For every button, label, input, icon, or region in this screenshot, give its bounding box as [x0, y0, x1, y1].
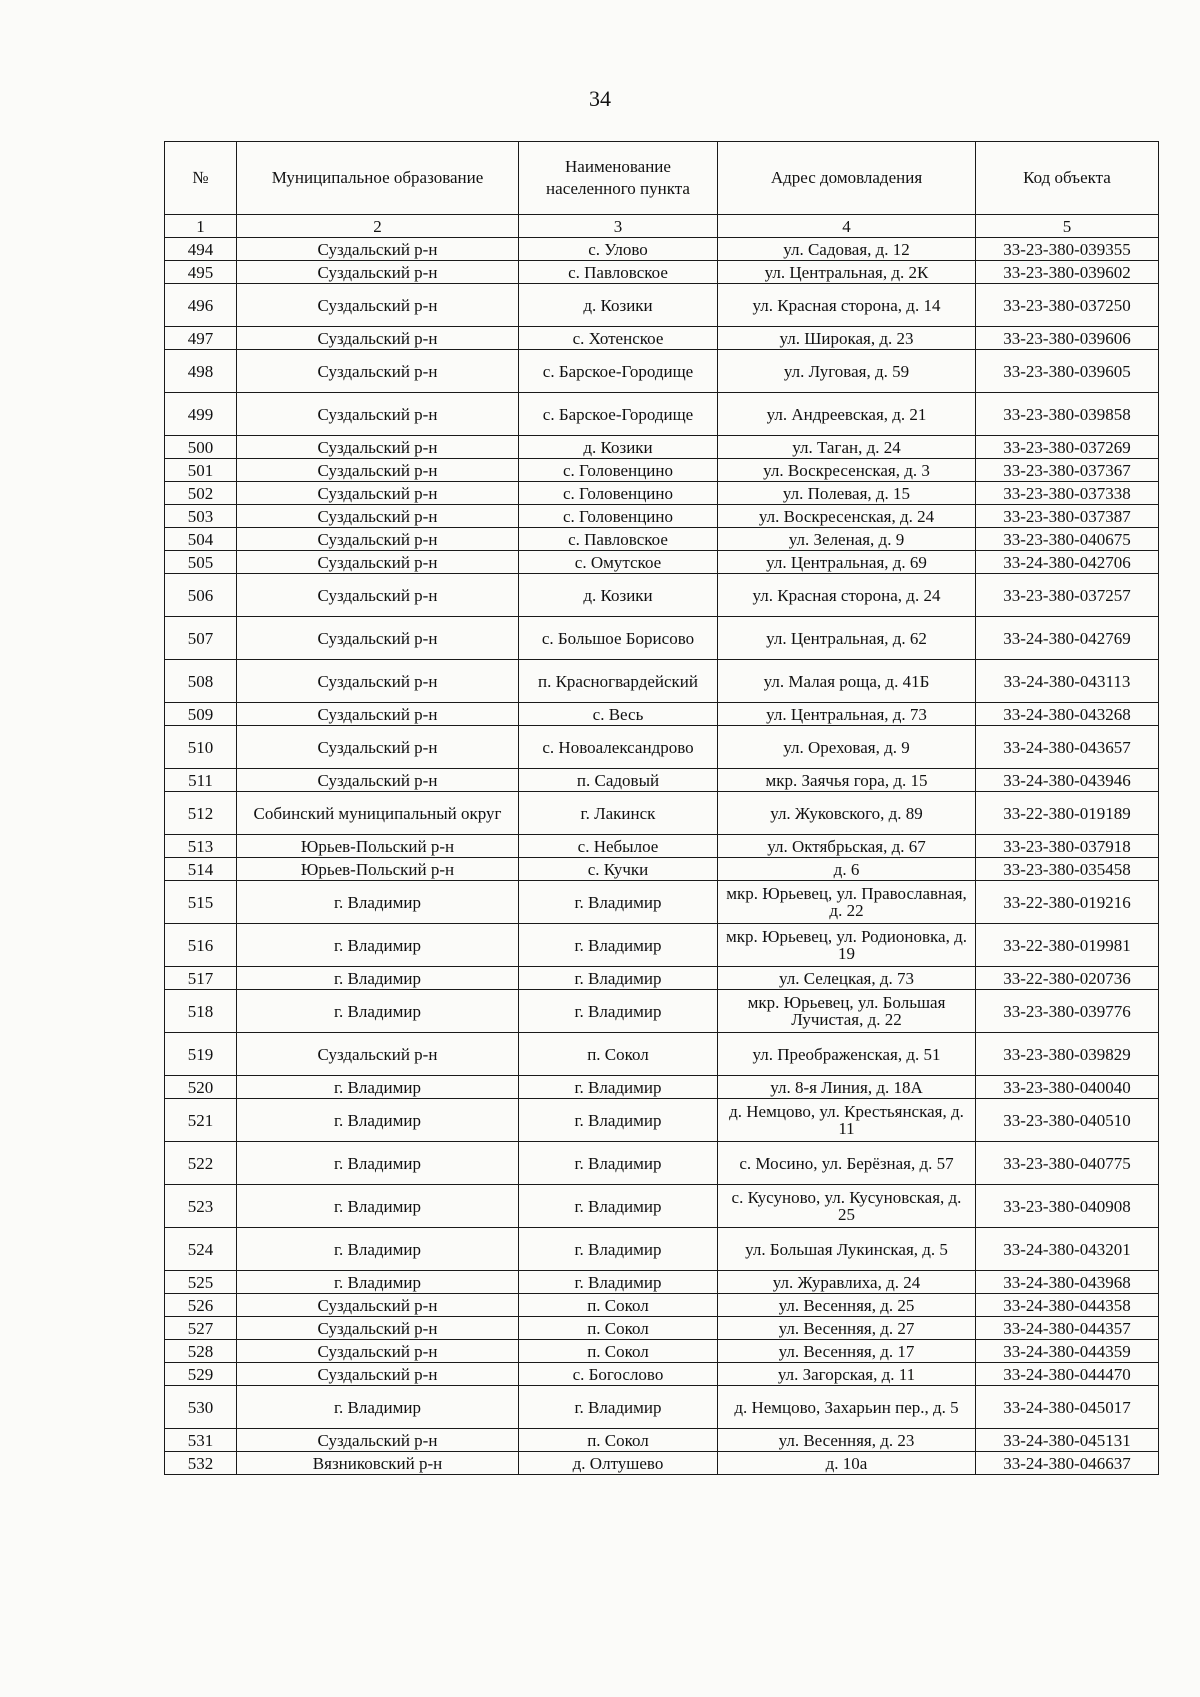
object-code-cell: 33-23-380-039829 [976, 1033, 1159, 1076]
header-row [165, 142, 1159, 215]
address-cell: мкр. Юрьевец, ул. Православная, д. 22 [718, 881, 976, 924]
row-number: 504 [165, 528, 237, 551]
settlement-cell: с. Небылое [519, 835, 718, 858]
municipality-cell: Суздальский р-н [237, 1363, 519, 1386]
object-code-cell: 33-23-380-037250 [976, 284, 1159, 327]
table-row [165, 769, 1159, 792]
row-number: 505 [165, 551, 237, 574]
municipality-cell: г. Владимир [237, 1386, 519, 1429]
settlement-cell: г. Владимир [519, 990, 718, 1033]
table-row [165, 967, 1159, 990]
object-code-cell: 33-23-380-037257 [976, 574, 1159, 617]
address-cell: ул. Весенняя, д. 17 [718, 1340, 976, 1363]
address-cell: с. Мосино, ул. Берёзная, д. 57 [718, 1142, 976, 1185]
object-code-cell: 33-24-380-046637 [976, 1452, 1159, 1475]
settlement-cell: с. Барское-Городище [519, 393, 718, 436]
table-row [165, 792, 1159, 835]
column-index-row [165, 215, 1159, 238]
row-number: 501 [165, 459, 237, 482]
municipality-cell: г. Владимир [237, 990, 519, 1033]
municipality-cell: Суздальский р-н [237, 436, 519, 459]
object-code-cell: 33-23-380-040908 [976, 1185, 1159, 1228]
row-number: 523 [165, 1185, 237, 1228]
object-code-cell: 33-24-380-043201 [976, 1228, 1159, 1271]
header-object-code: Код объекта [976, 142, 1159, 215]
object-code-cell: 33-24-380-043657 [976, 726, 1159, 769]
row-number: 495 [165, 261, 237, 284]
settlement-cell: г. Владимир [519, 1142, 718, 1185]
settlement-cell: п. Сокол [519, 1294, 718, 1317]
address-cell: ул. Полевая, д. 15 [718, 482, 976, 505]
row-number: 532 [165, 1452, 237, 1475]
settlement-cell: с. Головенцино [519, 505, 718, 528]
settlement-cell: п. Сокол [519, 1033, 718, 1076]
object-code-cell: 33-24-380-043946 [976, 769, 1159, 792]
municipality-cell: Суздальский р-н [237, 551, 519, 574]
settlement-cell: с. Большое Борисово [519, 617, 718, 660]
object-code-cell: 33-24-380-042706 [976, 551, 1159, 574]
row-number: 521 [165, 1099, 237, 1142]
address-cell: ул. Центральная, д. 69 [718, 551, 976, 574]
table-row [165, 1142, 1159, 1185]
object-code-cell: 33-23-380-037387 [976, 505, 1159, 528]
settlement-cell: п. Красногвардейский [519, 660, 718, 703]
address-cell: ул. Красная сторона, д. 14 [718, 284, 976, 327]
object-code-cell: 33-23-380-040040 [976, 1076, 1159, 1099]
object-code-cell: 33-22-380-019981 [976, 924, 1159, 967]
page-number: 34 [589, 86, 611, 111]
address-cell: ул. Большая Лукинская, д. 5 [718, 1228, 976, 1271]
row-number: 530 [165, 1386, 237, 1429]
object-code-cell: 33-23-380-035458 [976, 858, 1159, 881]
table-row [165, 1340, 1159, 1363]
table-row [165, 1099, 1159, 1142]
object-code-cell: 33-23-380-039606 [976, 327, 1159, 350]
municipality-cell: Суздальский р-н [237, 1317, 519, 1340]
row-number: 502 [165, 482, 237, 505]
settlement-cell: г. Владимир [519, 1076, 718, 1099]
settlement-cell: д. Олтушево [519, 1452, 718, 1475]
address-cell: ул. Центральная, д. 73 [718, 703, 976, 726]
address-cell: ул. Жуковского, д. 89 [718, 792, 976, 835]
row-number: 507 [165, 617, 237, 660]
address-cell: ул. Селецкая, д. 73 [718, 967, 976, 990]
table-row [165, 726, 1159, 769]
municipality-cell: Суздальский р-н [237, 528, 519, 551]
settlement-cell: д. Козики [519, 436, 718, 459]
object-code-cell: 33-23-380-040775 [976, 1142, 1159, 1185]
municipality-cell: г. Владимир [237, 924, 519, 967]
column-index: 2 [237, 215, 519, 238]
row-number: 515 [165, 881, 237, 924]
settlement-cell: д. Козики [519, 574, 718, 617]
address-cell: ул. Воскресенская, д. 3 [718, 459, 976, 482]
settlement-cell: г. Владимир [519, 1185, 718, 1228]
municipality-cell: г. Владимир [237, 1228, 519, 1271]
row-number: 518 [165, 990, 237, 1033]
address-cell: д. Немцово, ул. Крестьянская, д. 11 [718, 1099, 976, 1142]
table-row [165, 1386, 1159, 1429]
object-code-cell: 33-23-380-037918 [976, 835, 1159, 858]
table-row [165, 350, 1159, 393]
municipality-cell: Суздальский р-н [237, 703, 519, 726]
address-cell: ул. Воскресенская, д. 24 [718, 505, 976, 528]
address-cell: ул. Весенняя, д. 23 [718, 1429, 976, 1452]
object-code-cell: 33-22-380-019189 [976, 792, 1159, 835]
municipality-cell: Суздальский р-н [237, 574, 519, 617]
municipality-cell: Суздальский р-н [237, 505, 519, 528]
address-cell: ул. Андреевская, д. 21 [718, 393, 976, 436]
address-cell: ул. Центральная, д. 62 [718, 617, 976, 660]
row-number: 527 [165, 1317, 237, 1340]
object-code-cell: 33-23-380-040675 [976, 528, 1159, 551]
table-row [165, 436, 1159, 459]
row-number: 511 [165, 769, 237, 792]
table-row [165, 835, 1159, 858]
municipality-cell: Суздальский р-н [237, 1033, 519, 1076]
row-number: 506 [165, 574, 237, 617]
row-number: 514 [165, 858, 237, 881]
municipality-cell: г. Владимир [237, 881, 519, 924]
address-cell: ул. Малая роща, д. 41Б [718, 660, 976, 703]
row-number: 496 [165, 284, 237, 327]
address-cell: ул. Садовая, д. 12 [718, 238, 976, 261]
header-number: № [165, 142, 237, 215]
row-number: 519 [165, 1033, 237, 1076]
object-code-cell: 33-24-380-043113 [976, 660, 1159, 703]
address-cell: д. 6 [718, 858, 976, 881]
settlement-cell: г. Владимир [519, 967, 718, 990]
row-number: 526 [165, 1294, 237, 1317]
address-cell: ул. Широкая, д. 23 [718, 327, 976, 350]
municipality-cell: г. Владимир [237, 967, 519, 990]
settlement-cell: г. Владимир [519, 1099, 718, 1142]
table-row [165, 1185, 1159, 1228]
table-row [165, 924, 1159, 967]
municipality-cell: Суздальский р-н [237, 261, 519, 284]
table-row [165, 238, 1159, 261]
row-number: 520 [165, 1076, 237, 1099]
settlement-cell: с. Павловское [519, 528, 718, 551]
municipality-cell: Суздальский р-н [237, 482, 519, 505]
settlement-cell: п. Сокол [519, 1429, 718, 1452]
row-number: 516 [165, 924, 237, 967]
address-cell: мкр. Юрьевец, ул. Большая Лучистая, д. 22 [718, 990, 976, 1033]
municipality-cell: г. Владимир [237, 1076, 519, 1099]
table-row [165, 1363, 1159, 1386]
address-cell: ул. Преображенская, д. 51 [718, 1033, 976, 1076]
settlement-cell: д. Козики [519, 284, 718, 327]
address-cell: ул. Загорская, д. 11 [718, 1363, 976, 1386]
settlement-cell: г. Владимир [519, 1271, 718, 1294]
table-row [165, 1271, 1159, 1294]
row-number: 522 [165, 1142, 237, 1185]
table-row [165, 1452, 1159, 1475]
settlement-cell: с. Головенцино [519, 459, 718, 482]
address-cell: ул. Весенняя, д. 27 [718, 1317, 976, 1340]
table-row [165, 574, 1159, 617]
row-number: 512 [165, 792, 237, 835]
settlement-cell: с. Павловское [519, 261, 718, 284]
object-code-cell: 33-24-380-044358 [976, 1294, 1159, 1317]
table-row [165, 881, 1159, 924]
header-settlement: Наименование населенного пункта [519, 142, 718, 215]
table-row [165, 1033, 1159, 1076]
table-row [165, 284, 1159, 327]
municipality-cell: г. Владимир [237, 1185, 519, 1228]
municipality-cell: Юрьев-Польский р-н [237, 835, 519, 858]
settlement-cell: с. Хотенское [519, 327, 718, 350]
settlement-cell: с. Омутское [519, 551, 718, 574]
address-cell: мкр. Юрьевец, ул. Родионовка, д. 19 [718, 924, 976, 967]
table-row [165, 482, 1159, 505]
settlement-cell: с. Барское-Городище [519, 350, 718, 393]
object-code-cell: 33-23-380-037367 [976, 459, 1159, 482]
address-cell: ул. Весенняя, д. 25 [718, 1294, 976, 1317]
settlement-cell: с. Головенцино [519, 482, 718, 505]
table-row [165, 1076, 1159, 1099]
municipality-cell: г. Владимир [237, 1142, 519, 1185]
table-row [165, 459, 1159, 482]
table-row [165, 1317, 1159, 1340]
address-cell: д. Немцово, Захарьин пер., д. 5 [718, 1386, 976, 1429]
municipality-cell: Суздальский р-н [237, 327, 519, 350]
settlement-cell: с. Новоалександрово [519, 726, 718, 769]
table-row [165, 858, 1159, 881]
table-row [165, 703, 1159, 726]
table-row [165, 617, 1159, 660]
municipality-cell: Собинский муниципальный округ [237, 792, 519, 835]
municipality-cell: Суздальский р-н [237, 1429, 519, 1452]
settlement-cell: п. Сокол [519, 1340, 718, 1363]
row-number: 528 [165, 1340, 237, 1363]
object-code-cell: 33-23-380-039355 [976, 238, 1159, 261]
object-code-cell: 33-24-380-044359 [976, 1340, 1159, 1363]
row-number: 524 [165, 1228, 237, 1271]
table-row [165, 505, 1159, 528]
row-number: 525 [165, 1271, 237, 1294]
address-cell: ул. Красная сторона, д. 24 [718, 574, 976, 617]
object-code-cell: 33-24-380-044357 [976, 1317, 1159, 1340]
row-number: 500 [165, 436, 237, 459]
row-number: 503 [165, 505, 237, 528]
settlement-cell: с. Улово [519, 238, 718, 261]
municipality-cell: Юрьев-Польский р-н [237, 858, 519, 881]
address-cell: ул. Октябрьская, д. 67 [718, 835, 976, 858]
object-code-cell: 33-23-380-039602 [976, 261, 1159, 284]
municipality-cell: Суздальский р-н [237, 350, 519, 393]
address-cell: ул. Ореховая, д. 9 [718, 726, 976, 769]
address-cell: ул. Луговая, д. 59 [718, 350, 976, 393]
column-index: 3 [519, 215, 718, 238]
column-index: 1 [165, 215, 237, 238]
table-row [165, 1228, 1159, 1271]
object-code-cell: 33-23-380-039858 [976, 393, 1159, 436]
municipality-cell: Суздальский р-н [237, 393, 519, 436]
settlement-cell: г. Владимир [519, 881, 718, 924]
settlement-cell: г. Владимир [519, 1386, 718, 1429]
settlement-cell: п. Садовый [519, 769, 718, 792]
municipality-cell: Суздальский р-н [237, 726, 519, 769]
table-row [165, 393, 1159, 436]
header-address: Адрес домовладения [718, 142, 976, 215]
row-number: 498 [165, 350, 237, 393]
settlement-cell: г. Лакинск [519, 792, 718, 835]
row-number: 509 [165, 703, 237, 726]
municipality-cell: Суздальский р-н [237, 660, 519, 703]
row-number: 529 [165, 1363, 237, 1386]
municipality-cell: Суздальский р-н [237, 617, 519, 660]
municipality-cell: Суздальский р-н [237, 769, 519, 792]
object-code-cell: 33-24-380-045131 [976, 1429, 1159, 1452]
row-number: 497 [165, 327, 237, 350]
object-code-cell: 33-24-380-044470 [976, 1363, 1159, 1386]
object-code-cell: 33-22-380-020736 [976, 967, 1159, 990]
object-code-cell: 33-23-380-039605 [976, 350, 1159, 393]
table-body [165, 215, 1159, 1475]
municipality-cell: г. Владимир [237, 1099, 519, 1142]
municipality-cell: г. Владимир [237, 1271, 519, 1294]
municipality-cell: Суздальский р-н [237, 459, 519, 482]
row-number: 499 [165, 393, 237, 436]
table-row [165, 327, 1159, 350]
municipality-cell: Суздальский р-н [237, 1294, 519, 1317]
table-row [165, 660, 1159, 703]
address-cell: д. 10а [718, 1452, 976, 1475]
column-index: 4 [718, 215, 976, 238]
object-code-cell: 33-23-380-037269 [976, 436, 1159, 459]
row-number: 508 [165, 660, 237, 703]
object-code-cell: 33-23-380-040510 [976, 1099, 1159, 1142]
municipality-cell: Суздальский р-н [237, 238, 519, 261]
table-row [165, 1294, 1159, 1317]
table-row [165, 528, 1159, 551]
object-code-cell: 33-24-380-042769 [976, 617, 1159, 660]
object-code-cell: 33-22-380-019216 [976, 881, 1159, 924]
records-table [164, 141, 1159, 1475]
object-code-cell: 33-23-380-037338 [976, 482, 1159, 505]
object-code-cell: 33-23-380-039776 [976, 990, 1159, 1033]
settlement-cell: г. Владимир [519, 924, 718, 967]
row-number: 531 [165, 1429, 237, 1452]
address-cell: ул. Таган, д. 24 [718, 436, 976, 459]
address-cell: ул. Центральная, д. 2К [718, 261, 976, 284]
municipality-cell: Суздальский р-н [237, 1340, 519, 1363]
row-number: 513 [165, 835, 237, 858]
column-index: 5 [976, 215, 1159, 238]
table-row [165, 551, 1159, 574]
object-code-cell: 33-24-380-045017 [976, 1386, 1159, 1429]
settlement-cell: с. Весь [519, 703, 718, 726]
row-number: 510 [165, 726, 237, 769]
table-row [165, 261, 1159, 284]
header-municipality: Муниципальное образование [237, 142, 519, 215]
settlement-cell: с. Богослово [519, 1363, 718, 1386]
address-cell: мкр. Заячья гора, д. 15 [718, 769, 976, 792]
object-code-cell: 33-24-380-043968 [976, 1271, 1159, 1294]
settlement-cell: г. Владимир [519, 1228, 718, 1271]
row-number: 494 [165, 238, 237, 261]
municipality-cell: Вязниковский р-н [237, 1452, 519, 1475]
municipality-cell: Суздальский р-н [237, 284, 519, 327]
address-cell: ул. Зеленая, д. 9 [718, 528, 976, 551]
settlement-cell: с. Кучки [519, 858, 718, 881]
settlement-cell: п. Сокол [519, 1317, 718, 1340]
table-row [165, 990, 1159, 1033]
object-code-cell: 33-24-380-043268 [976, 703, 1159, 726]
address-cell: ул. Журавлиха, д. 24 [718, 1271, 976, 1294]
table-row [165, 1429, 1159, 1452]
address-cell: с. Кусуново, ул. Кусуновская, д. 25 [718, 1185, 976, 1228]
row-number: 517 [165, 967, 237, 990]
address-cell: ул. 8-я Линия, д. 18А [718, 1076, 976, 1099]
